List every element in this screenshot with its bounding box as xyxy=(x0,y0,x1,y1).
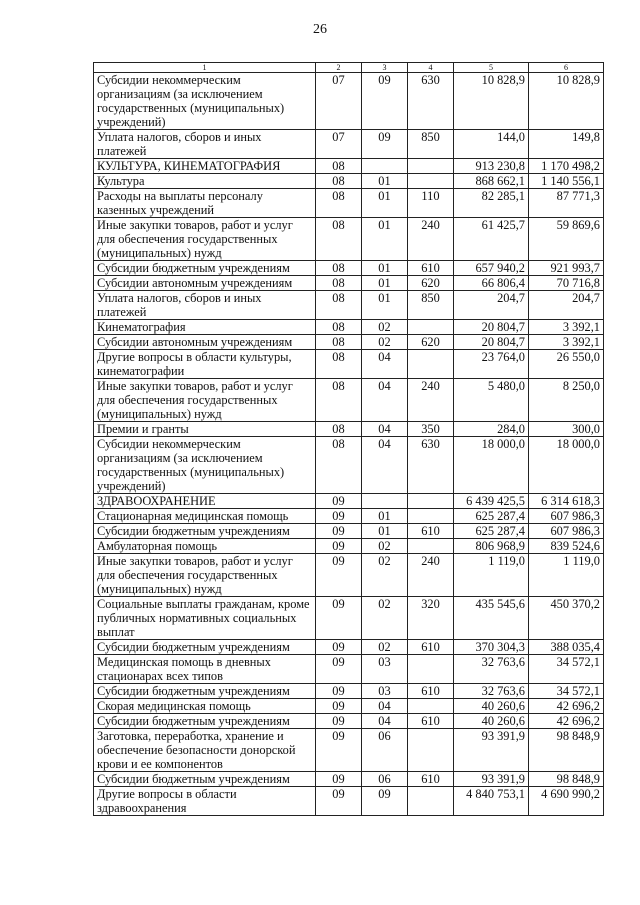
amount-year-2: 4 690 990,2 xyxy=(529,787,604,816)
section-code: 09 xyxy=(316,539,362,554)
expense-type-code: 620 xyxy=(408,276,454,291)
header-col-3: 3 xyxy=(362,63,408,73)
amount-year-2: 1 119,0 xyxy=(529,554,604,597)
amount-year-1: 61 425,7 xyxy=(454,218,529,261)
expense-type-code: 240 xyxy=(408,554,454,597)
table-row xyxy=(94,655,604,684)
expense-type-code: 630 xyxy=(408,73,454,130)
expense-type-code: 630 xyxy=(408,437,454,494)
amount-year-2: 34 572,1 xyxy=(529,684,604,699)
section-code: 09 xyxy=(316,787,362,816)
amount-year-1: 625 287,4 xyxy=(454,524,529,539)
expense-type-code xyxy=(408,320,454,335)
subsection-code: 01 xyxy=(362,509,408,524)
amount-year-1: 1 119,0 xyxy=(454,554,529,597)
row-name: Иные закупки товаров, работ и услуг для обеспечения государственных (муниципальных) нужд xyxy=(94,554,316,597)
table-row xyxy=(94,174,604,189)
subsection-code: 03 xyxy=(362,655,408,684)
expense-type-code: 350 xyxy=(408,422,454,437)
amount-year-1: 82 285,1 xyxy=(454,189,529,218)
amount-year-2: 70 716,8 xyxy=(529,276,604,291)
amount-year-2: 98 848,9 xyxy=(529,729,604,772)
subsection-code: 02 xyxy=(362,640,408,655)
amount-year-1: 93 391,9 xyxy=(454,772,529,787)
page-number: 26 xyxy=(313,22,327,37)
amount-year-1: 4 840 753,1 xyxy=(454,787,529,816)
amount-year-2: 87 771,3 xyxy=(529,189,604,218)
subsection-code: 02 xyxy=(362,539,408,554)
amount-year-1: 625 287,4 xyxy=(454,509,529,524)
header-col-5: 5 xyxy=(454,63,529,73)
amount-year-2: 42 696,2 xyxy=(529,714,604,729)
header-col-1: 1 xyxy=(94,63,316,73)
subsection-code: 04 xyxy=(362,422,408,437)
header-row xyxy=(94,63,604,73)
subsection-code: 02 xyxy=(362,554,408,597)
expense-type-code: 610 xyxy=(408,261,454,276)
row-name: Субсидии бюджетным учреждениям xyxy=(94,261,316,276)
row-name: Субсидии бюджетным учреждениям xyxy=(94,640,316,655)
subsection-code: 04 xyxy=(362,379,408,422)
amount-year-2: 300,0 xyxy=(529,422,604,437)
amount-year-1: 868 662,1 xyxy=(454,174,529,189)
table-row xyxy=(94,509,604,524)
row-name: Скорая медицинская помощь xyxy=(94,699,316,714)
table-row xyxy=(94,714,604,729)
subsection-code: 04 xyxy=(362,714,408,729)
subsection-code: 01 xyxy=(362,524,408,539)
amount-year-2: 98 848,9 xyxy=(529,772,604,787)
amount-year-2: 607 986,3 xyxy=(529,509,604,524)
amount-year-1: 20 804,7 xyxy=(454,320,529,335)
section-code: 09 xyxy=(316,509,362,524)
row-name: КУЛЬТУРА, КИНЕМАТОГРАФИЯ xyxy=(94,159,316,174)
row-name: Субсидии бюджетным учреждениям xyxy=(94,524,316,539)
section-code: 08 xyxy=(316,320,362,335)
table-row xyxy=(94,494,604,509)
section-code: 09 xyxy=(316,494,362,509)
amount-year-2: 8 250,0 xyxy=(529,379,604,422)
amount-year-2: 839 524,6 xyxy=(529,539,604,554)
table-row xyxy=(94,276,604,291)
amount-year-2: 42 696,2 xyxy=(529,699,604,714)
expense-type-code: 850 xyxy=(408,130,454,159)
subsection-code: 06 xyxy=(362,729,408,772)
amount-year-1: 23 764,0 xyxy=(454,350,529,379)
expense-type-code xyxy=(408,159,454,174)
expense-type-code xyxy=(408,655,454,684)
amount-year-1: 32 763,6 xyxy=(454,655,529,684)
amount-year-1: 10 828,9 xyxy=(454,73,529,130)
subsection-code xyxy=(362,159,408,174)
table-row xyxy=(94,189,604,218)
section-code: 07 xyxy=(316,130,362,159)
subsection-code: 09 xyxy=(362,73,408,130)
amount-year-1: 40 260,6 xyxy=(454,699,529,714)
amount-year-2: 3 392,1 xyxy=(529,320,604,335)
amount-year-1: 93 391,9 xyxy=(454,729,529,772)
subsection-code: 04 xyxy=(362,350,408,379)
section-code: 09 xyxy=(316,655,362,684)
row-name: Субсидии некоммерческим организациям (за исключением государственных (муниципальных) учреждений) xyxy=(94,437,316,494)
amount-year-1: 144,0 xyxy=(454,130,529,159)
section-code: 08 xyxy=(316,261,362,276)
subsection-code: 02 xyxy=(362,320,408,335)
amount-year-1: 66 806,4 xyxy=(454,276,529,291)
row-name: Субсидии бюджетным учреждениям xyxy=(94,772,316,787)
row-name: Другие вопросы в области культуры, кинематографии xyxy=(94,350,316,379)
expense-type-code: 320 xyxy=(408,597,454,640)
amount-year-2: 450 370,2 xyxy=(529,597,604,640)
row-name: Иные закупки товаров, работ и услуг для обеспечения государственных (муниципальных) нужд xyxy=(94,379,316,422)
table-row xyxy=(94,640,604,655)
expense-type-code: 620 xyxy=(408,335,454,350)
subsection-code: 03 xyxy=(362,684,408,699)
table-row xyxy=(94,699,604,714)
table-row xyxy=(94,350,604,379)
expense-type-code xyxy=(408,699,454,714)
amount-year-1: 806 968,9 xyxy=(454,539,529,554)
budget-table xyxy=(93,62,604,816)
table-row xyxy=(94,320,604,335)
amount-year-1: 20 804,7 xyxy=(454,335,529,350)
table-row xyxy=(94,261,604,276)
amount-year-2: 26 550,0 xyxy=(529,350,604,379)
expense-type-code: 610 xyxy=(408,684,454,699)
amount-year-1: 370 304,3 xyxy=(454,640,529,655)
row-name: Субсидии автономным учреждениям xyxy=(94,276,316,291)
row-name: Уплата налогов, сборов и иных платежей xyxy=(94,130,316,159)
row-name: Социальные выплаты гражданам, кроме публичных нормативных социальных выплат xyxy=(94,597,316,640)
section-code: 08 xyxy=(316,422,362,437)
subsection-code: 01 xyxy=(362,174,408,189)
subsection-code: 02 xyxy=(362,335,408,350)
table-row xyxy=(94,729,604,772)
row-name: Медицинская помощь в дневных стационарах всех типов xyxy=(94,655,316,684)
amount-year-2: 149,8 xyxy=(529,130,604,159)
amount-year-2: 1 140 556,1 xyxy=(529,174,604,189)
expense-type-code xyxy=(408,539,454,554)
row-name: Субсидии некоммерческим организациям (за исключением государственных (муниципальных) учреждений) xyxy=(94,73,316,130)
expense-type-code xyxy=(408,494,454,509)
section-code: 09 xyxy=(316,729,362,772)
header-col-2: 2 xyxy=(316,63,362,73)
row-name: Субсидии бюджетным учреждениям xyxy=(94,684,316,699)
table-row xyxy=(94,335,604,350)
row-name: Другие вопросы в области здравоохранения xyxy=(94,787,316,816)
section-code: 09 xyxy=(316,640,362,655)
table-row xyxy=(94,422,604,437)
row-name: Уплата налогов, сборов и иных платежей xyxy=(94,291,316,320)
row-name: ЗДРАВООХРАНЕНИЕ xyxy=(94,494,316,509)
table-header xyxy=(94,63,604,73)
row-name: Расходы на выплаты персоналу казенных учреждений xyxy=(94,189,316,218)
subsection-code: 01 xyxy=(362,261,408,276)
amount-year-2: 34 572,1 xyxy=(529,655,604,684)
section-code: 07 xyxy=(316,73,362,130)
amount-year-1: 6 439 425,5 xyxy=(454,494,529,509)
expense-type-code: 610 xyxy=(408,714,454,729)
amount-year-2: 6 314 618,3 xyxy=(529,494,604,509)
amount-year-2: 607 986,3 xyxy=(529,524,604,539)
amount-year-1: 32 763,6 xyxy=(454,684,529,699)
table-row xyxy=(94,437,604,494)
section-code: 08 xyxy=(316,189,362,218)
amount-year-2: 10 828,9 xyxy=(529,73,604,130)
amount-year-1: 40 260,6 xyxy=(454,714,529,729)
expense-type-code xyxy=(408,350,454,379)
table-row xyxy=(94,218,604,261)
amount-year-1: 5 480,0 xyxy=(454,379,529,422)
section-code: 08 xyxy=(316,174,362,189)
row-name: Иные закупки товаров, работ и услуг для обеспечения государственных (муниципальных) нужд xyxy=(94,218,316,261)
table-row xyxy=(94,539,604,554)
amount-year-2: 1 170 498,2 xyxy=(529,159,604,174)
subsection-code: 02 xyxy=(362,597,408,640)
amount-year-2: 204,7 xyxy=(529,291,604,320)
table-row xyxy=(94,130,604,159)
row-name: Премии и гранты xyxy=(94,422,316,437)
table-row xyxy=(94,787,604,816)
table-row xyxy=(94,554,604,597)
amount-year-1: 913 230,8 xyxy=(454,159,529,174)
expense-type-code: 610 xyxy=(408,772,454,787)
section-code: 09 xyxy=(316,714,362,729)
amount-year-1: 18 000,0 xyxy=(454,437,529,494)
row-name: Культура xyxy=(94,174,316,189)
section-code: 08 xyxy=(316,276,362,291)
section-code: 08 xyxy=(316,379,362,422)
section-code: 08 xyxy=(316,159,362,174)
section-code: 09 xyxy=(316,684,362,699)
header-col-6: 6 xyxy=(529,63,604,73)
row-name: Субсидии бюджетным учреждениям xyxy=(94,714,316,729)
expense-type-code xyxy=(408,787,454,816)
amount-year-2: 388 035,4 xyxy=(529,640,604,655)
row-name: Кинематография xyxy=(94,320,316,335)
table-row xyxy=(94,524,604,539)
subsection-code: 01 xyxy=(362,189,408,218)
expense-type-code: 610 xyxy=(408,524,454,539)
expense-type-code: 850 xyxy=(408,291,454,320)
section-code: 09 xyxy=(316,554,362,597)
expense-type-code xyxy=(408,174,454,189)
section-code: 09 xyxy=(316,772,362,787)
row-name: Субсидии автономным учреждениям xyxy=(94,335,316,350)
subsection-code: 09 xyxy=(362,787,408,816)
section-code: 08 xyxy=(316,218,362,261)
section-code: 08 xyxy=(316,437,362,494)
expense-type-code: 240 xyxy=(408,218,454,261)
table-row xyxy=(94,159,604,174)
row-name: Амбулаторная помощь xyxy=(94,539,316,554)
expense-type-code: 240 xyxy=(408,379,454,422)
subsection-code: 04 xyxy=(362,699,408,714)
amount-year-1: 657 940,2 xyxy=(454,261,529,276)
table-row xyxy=(94,291,604,320)
amount-year-2: 921 993,7 xyxy=(529,261,604,276)
table-row xyxy=(94,379,604,422)
section-code: 09 xyxy=(316,597,362,640)
amount-year-2: 59 869,6 xyxy=(529,218,604,261)
subsection-code: 06 xyxy=(362,772,408,787)
row-name: Заготовка, переработка, хранение и обеспечение безопасности донорской крови и ее компонентов xyxy=(94,729,316,772)
row-name: Стационарная медицинская помощь xyxy=(94,509,316,524)
subsection-code xyxy=(362,494,408,509)
amount-year-2: 3 392,1 xyxy=(529,335,604,350)
expense-type-code xyxy=(408,729,454,772)
amount-year-1: 435 545,6 xyxy=(454,597,529,640)
table-row xyxy=(94,73,604,130)
section-code: 09 xyxy=(316,524,362,539)
expense-type-code: 110 xyxy=(408,189,454,218)
table-row xyxy=(94,772,604,787)
section-code: 08 xyxy=(316,350,362,379)
table-row xyxy=(94,597,604,640)
subsection-code: 01 xyxy=(362,291,408,320)
table-body xyxy=(94,73,604,816)
section-code: 09 xyxy=(316,699,362,714)
amount-year-1: 284,0 xyxy=(454,422,529,437)
subsection-code: 01 xyxy=(362,218,408,261)
section-code: 08 xyxy=(316,291,362,320)
expense-type-code xyxy=(408,509,454,524)
amount-year-2: 18 000,0 xyxy=(529,437,604,494)
subsection-code: 09 xyxy=(362,130,408,159)
table-row xyxy=(94,684,604,699)
subsection-code: 01 xyxy=(362,276,408,291)
amount-year-1: 204,7 xyxy=(454,291,529,320)
header-col-4: 4 xyxy=(408,63,454,73)
expense-type-code: 610 xyxy=(408,640,454,655)
section-code: 08 xyxy=(316,335,362,350)
subsection-code: 04 xyxy=(362,437,408,494)
